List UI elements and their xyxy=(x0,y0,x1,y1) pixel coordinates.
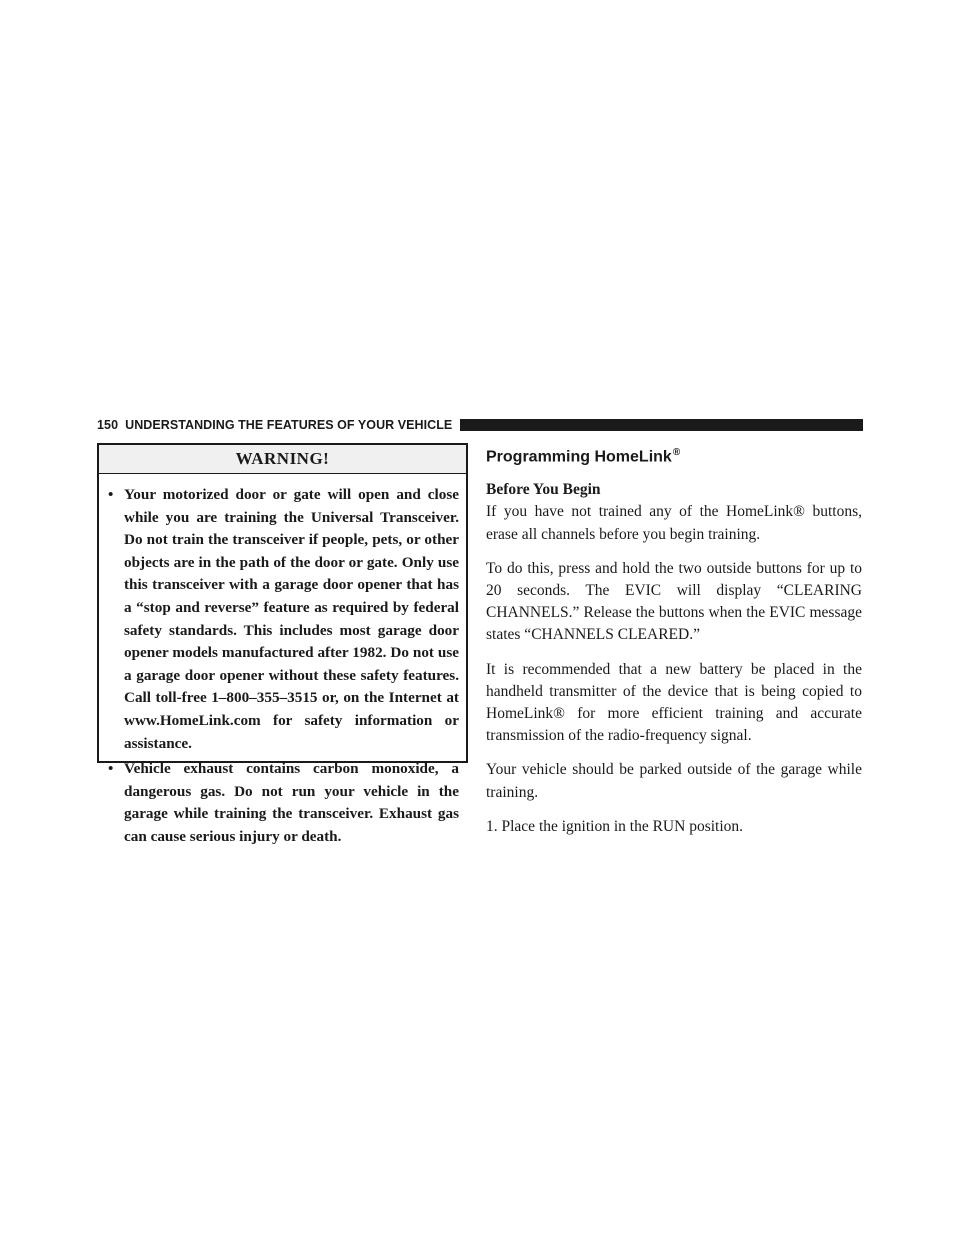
warning-text: Your motorized door or gate will open and close while you are training the Universal Transceiver. Do not train the transceiver if people, pets, or other objects are in the path of the door or gate. Only use this transceiver with a garage door opener that has a “stop and reverse” feature as required by federal safety standards. This includes most garage door opener models manufactured after 1982. Do not use a garage door opener without these safety features. Call toll-free 1–800–355–3515 or, on the Internet at www.HomeLink.com for safety information or assistance. xyxy=(124,486,459,752)
step-1: 1. Place the ignition in the RUN position. xyxy=(486,817,744,835)
registered-mark: ® xyxy=(672,447,681,458)
paragraph: If you have not trained any of the HomeLink® buttons, erase all channels before you begin training. xyxy=(486,503,862,543)
warning-text: Vehicle exhaust contains carbon monoxide, a dangerous gas. Do not run your vehicle in the garage while training the transceiver. Exhaust gas can cause serious injury or death. xyxy=(124,760,459,845)
warning-item xyxy=(106,484,459,755)
paragraph: Your vehicle should be parked outside of the garage while training. xyxy=(486,761,862,801)
warning-list xyxy=(99,474,466,849)
bullet-icon: • xyxy=(108,486,114,503)
bullet-icon: • xyxy=(108,760,114,778)
warning-item xyxy=(106,758,459,848)
warning-title: WARNING! xyxy=(99,445,466,474)
programming-heading xyxy=(486,443,862,467)
programming-heading-text: Programming HomeLink xyxy=(486,448,672,466)
programming-section xyxy=(486,443,862,850)
header-rule xyxy=(460,419,863,431)
section-title: UNDERSTANDING THE FEATURES OF YOUR VEHICLE xyxy=(125,418,453,432)
warning-box xyxy=(97,443,468,845)
page-header xyxy=(97,416,863,434)
before-you-begin-heading: Before You Begin xyxy=(486,481,601,499)
paragraph: It is recommended that a new battery be placed in the handheld transmitter of the device that is being copied to HomeLink® for more efficient training and accurate transmission of the radio-frequency signal. xyxy=(486,660,862,745)
page-number: 150 xyxy=(97,418,119,432)
paragraph: To do this, press and hold the two outside buttons for up to 20 seconds. The EVIC will display “CLEARING CHANNELS.” Release the buttons when the EVIC message states “CHANNELS CLEARED.” xyxy=(486,559,862,644)
